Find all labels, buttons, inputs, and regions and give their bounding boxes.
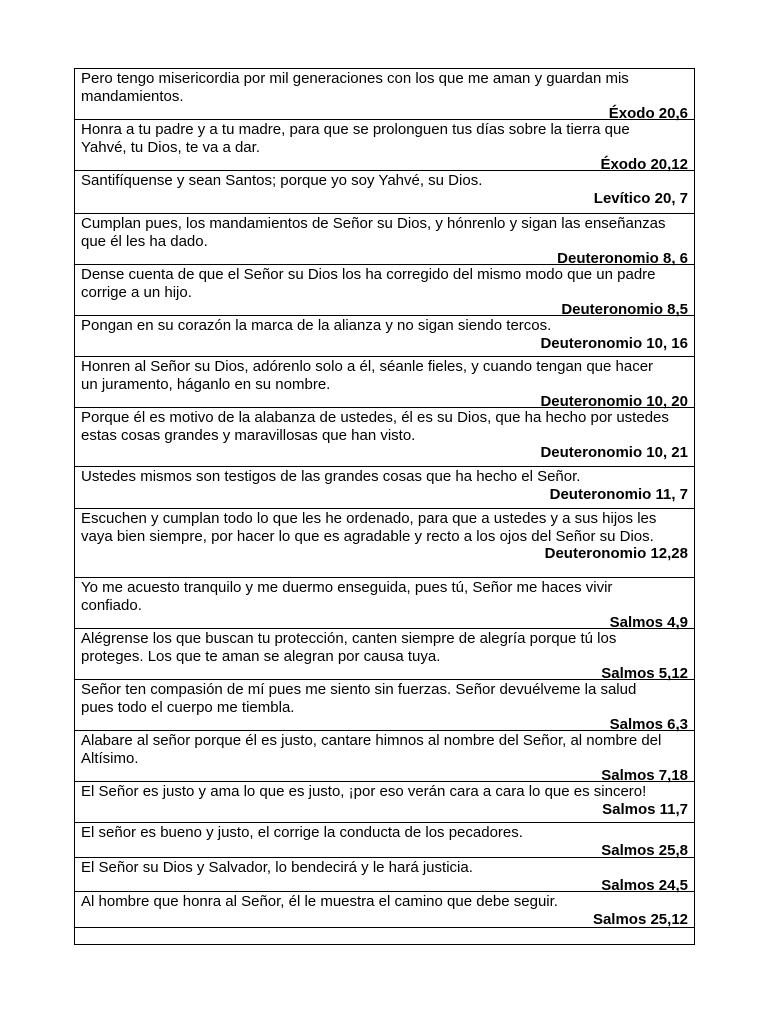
verse-text xyxy=(81,630,688,665)
empty-row xyxy=(75,928,694,945)
verse-row xyxy=(75,316,694,357)
verse-line: El Señor es justo y ama lo que es justo, ¡por eso verán cara a cara lo que es sincero! xyxy=(81,783,647,800)
verse-text xyxy=(81,317,688,335)
verse-line: Yo me acuesto tranquilo y me duermo enseguida, pues tú, Señor me haces vivir xyxy=(81,579,613,596)
verse-text xyxy=(81,783,688,801)
verse-text xyxy=(81,468,688,486)
verse-reference: Salmos 11,7 xyxy=(602,800,688,818)
verse-row xyxy=(75,858,694,892)
verse-line: Honra a tu padre y a tu madre, para que se prolonguen tus días sobre la tierra que xyxy=(81,121,630,138)
verse-row xyxy=(75,782,694,823)
verse-line: Alégrense los que buscan tu protección, canten siempre de alegría porque tú los xyxy=(81,630,617,647)
verse-line: Altísimo. xyxy=(81,749,139,767)
verse-reference: Deuteronomio 12,28 xyxy=(544,545,688,562)
verse-line: un juramento, háganlo en su nombre. xyxy=(81,375,331,393)
verse-line: Honren al Señor su Dios, adórenlo solo a él, séanle fieles, y cuando tengan que hacer xyxy=(81,358,654,375)
verse-reference: Salmos 5,12 xyxy=(601,665,688,682)
verse-table xyxy=(74,68,695,945)
verse-row xyxy=(75,69,694,120)
verse-reference: Salmos 25,8 xyxy=(601,841,688,859)
verse-reference: Deuteronomio 11, 7 xyxy=(549,485,688,503)
verse-line: Cumplan pues, los mandamientos de Señor su Dios, y hónrenlo y sigan las enseñanzas xyxy=(81,215,666,232)
verse-reference: Deuteronomio 10, 16 xyxy=(540,334,688,352)
verse-row xyxy=(75,680,694,731)
verse-text xyxy=(81,859,688,877)
verse-line: Santifíquense y sean Santos; porque yo soy Yahvé, su Dios. xyxy=(81,172,483,189)
verse-line: El señor es bueno y justo, el corrige la conducta de los pecadores. xyxy=(81,824,523,841)
verse-row xyxy=(75,467,694,509)
verse-line: Dense cuenta de que el Señor su Dios los ha corregido del mismo modo que un padre xyxy=(81,266,656,283)
verse-reference: Salmos 7,18 xyxy=(601,767,688,784)
verse-reference: Deuteronomio 10, 21 xyxy=(540,444,688,461)
verse-text xyxy=(81,409,688,444)
verse-row xyxy=(75,171,694,214)
verse-text xyxy=(81,70,688,105)
verse-reference: Deuteronomio 8,5 xyxy=(561,301,688,318)
verse-row xyxy=(75,578,694,629)
verse-line: estas cosas grandes y maravillosas que han visto. xyxy=(81,426,416,444)
verse-reference: Deuteronomio 10, 20 xyxy=(540,393,688,410)
verse-text xyxy=(81,681,688,716)
verse-line: vaya bien siempre, por hacer lo que es agradable y recto a los ojos del Señor su Dios. xyxy=(81,527,654,545)
verse-line: mandamientos. xyxy=(81,87,184,105)
verse-line: Pongan en su corazón la marca de la alianza y no sigan siendo tercos. xyxy=(81,317,552,334)
verse-line: El Señor su Dios y Salvador, lo bendecirá y le hará justicia. xyxy=(81,859,473,876)
verse-line: confiado. xyxy=(81,596,142,614)
verse-line: Alabare al señor porque él es justo, cantare himnos al nombre del Señor, al nombre del xyxy=(81,732,662,749)
verse-text xyxy=(81,510,688,545)
verse-line: que él les ha dado. xyxy=(81,232,208,250)
verse-line: Escuchen y cumplan todo lo que les he ordenado, para que a ustedes y a sus hijos les xyxy=(81,510,657,527)
verse-row xyxy=(75,731,694,782)
verse-text xyxy=(81,215,688,250)
verse-row xyxy=(75,357,694,408)
verse-line: proteges. Los que te aman se alegran por causa tuya. xyxy=(81,647,441,665)
verse-line: Señor ten compasión de mí pues me siento sin fuerzas. Señor devuélveme la salud xyxy=(81,681,637,698)
verse-reference: Salmos 6,3 xyxy=(609,716,688,733)
verse-text xyxy=(81,824,688,842)
verse-text xyxy=(81,579,688,614)
verse-row xyxy=(75,408,694,467)
verse-row xyxy=(75,509,694,578)
verse-row xyxy=(75,265,694,316)
verse-line: corrige a un hijo. xyxy=(81,283,192,301)
verse-reference: Levítico 20, 7 xyxy=(593,189,688,207)
verse-line: Yahvé, tu Dios, te va a dar. xyxy=(81,138,260,156)
verse-text xyxy=(81,266,688,301)
verse-reference: Deuteronomio 8, 6 xyxy=(557,250,688,267)
verse-text xyxy=(81,172,688,190)
verse-line: Porque él es motivo de la alabanza de ustedes, él es su Dios, que ha hecho por ustedes xyxy=(81,409,669,426)
verse-line: pues todo el cuerpo me tiembla. xyxy=(81,698,295,716)
verse-reference: Salmos 25,12 xyxy=(592,910,688,928)
verse-line: Ustedes mismos son testigos de las grandes cosas que ha hecho el Señor. xyxy=(81,468,581,485)
verse-line: Pero tengo misericordia por mil generaciones con los que me aman y guardan mis xyxy=(81,70,629,87)
verse-row xyxy=(75,823,694,858)
verse-text xyxy=(81,358,688,393)
verse-reference: Éxodo 20,12 xyxy=(600,156,688,173)
verse-text xyxy=(81,121,688,156)
verse-line: Al hombre que honra al Señor, él le muestra el camino que debe seguir. xyxy=(81,893,558,910)
verse-row xyxy=(75,120,694,171)
verse-reference: Salmos 4,9 xyxy=(609,614,688,631)
verse-text xyxy=(81,732,688,767)
verse-reference: Salmos 24,5 xyxy=(601,876,688,894)
verse-row xyxy=(75,892,694,928)
verse-row xyxy=(75,214,694,265)
verse-text xyxy=(81,893,688,911)
verse-reference: Éxodo 20,6 xyxy=(608,105,688,122)
verse-row xyxy=(75,629,694,680)
